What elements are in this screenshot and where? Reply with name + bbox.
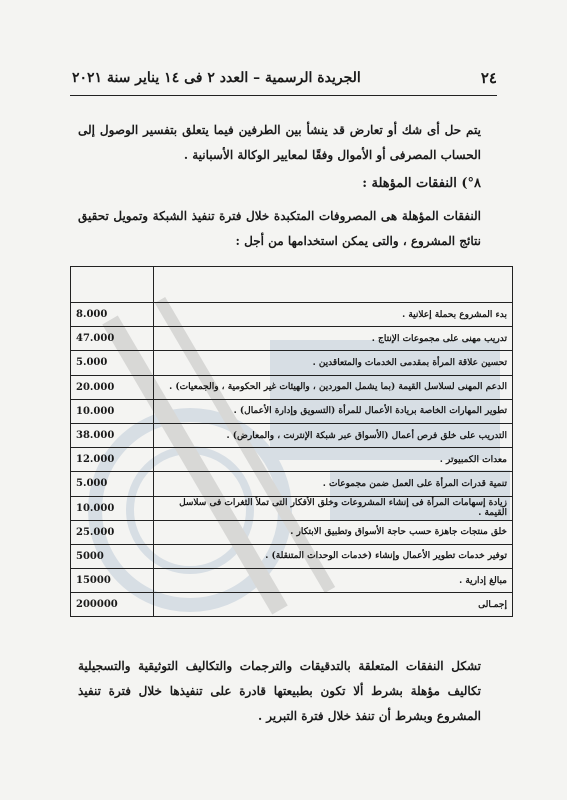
expense-description: تحسين علاقة المرأة بمقدمى الخدمات والمتعاقدين . [153,351,512,375]
header-cell-amount [71,267,154,303]
expense-amount: 47.000 [71,327,154,351]
expense-description: زيادة إسهامات المرأة فى إنشاء المشروعات وخلق الأفكار التى تملأ الثغرات فى سلاسل القيمة . [153,496,512,520]
paragraph-audit-costs: تشكل النفقات المتعلقة بالتدقيقات والترجمات والتكاليف التوثيقية والتسجيلية تكاليف مؤهلة بشرط ألا تكون بطبيعتها قادرة على تنفيذها خلال فترة تنفيذ المشروع وبشرط أن تنفذ خلال فترة التبرير . [78,659,481,723]
expense-description: الدعم المهنى لسلاسل القيمة (بما يشمل الموردين ، والهيئات غير الحكومية ، والجمعيات) . [153,375,512,399]
expense-description: تنمية قدرات المرأة على العمل ضمن مجموعات . [153,472,512,496]
table-row [71,351,513,375]
expense-amount: 12.000 [71,448,154,472]
table-row [71,593,513,617]
expense-amount: 8.000 [71,303,154,327]
expense-amount: 38.000 [71,423,154,447]
table-row [71,327,513,351]
table-row [71,496,513,520]
expense-amount: 5.000 [71,472,154,496]
expense-amount: 25.000 [71,520,154,544]
expense-description: إجمـالى [153,593,512,617]
paragraph-dispute-resolution: يتم حل أى شك أو تعارض قد ينشأ بين الطرفين فيما يتعلق بتفسير الوصول إلى الحساب المصرفى أو الأموال وفقًا لمعايير الوكالة الأسبانية . [78,123,481,162]
expense-amount: 10.000 [71,399,154,423]
gazette-title: الجريدة الرسمية – العدد ٢ فى ١٤ يناير سنة ٢٠٢١ [72,70,361,86]
expenses-table [70,266,513,617]
expense-description: التدريب على خلق فرص أعمال (الأسواق عبر شبكة الإنترنت ، والمعارض) . [153,423,512,447]
table-row [71,544,513,568]
table-row [71,375,513,399]
section-heading-eligible-expenses: ٨°) النفقات المؤهلة : [362,176,481,191]
expense-amount: 5000 [71,544,154,568]
expense-description: مبالغ إدارية . [153,569,512,593]
expense-amount: 5.000 [71,351,154,375]
table-row [71,448,513,472]
header-cell-description [153,267,512,303]
expense-description: معدات الكمبيوتر . [153,448,512,472]
expense-amount: 200000 [71,593,154,617]
expense-description: توفير خدمات تطوير الأعمال وإنشاء (خدمات الوحدات المتنقلة) . [153,544,512,568]
table-row [71,423,513,447]
table-row [71,520,513,544]
page-number: ٢٤ [480,69,497,87]
expense-description: تدريب مهنى على مجموعات الإنتاج . [153,327,512,351]
expense-amount: 15000 [71,569,154,593]
paragraph-eligible-expenses-definition: النفقات المؤهلة هى المصروفات المتكبدة خلال فترة تنفيذ الشبكة وتمويل تحقيق نتائج المشروع ، والتى يمكن استخدامها من أجل : [78,209,481,248]
table-row [71,303,513,327]
expense-description: تطوير المهارات الخاصة بريادة الأعمال للمرأة (التسويق وإدارة الأعمال) . [153,399,512,423]
table-row [71,399,513,423]
expense-description: بدء المشروع بحملة إعلانية . [153,303,512,327]
expense-description: خلق منتجات جاهزة حسب حاجة الأسواق وتطبيق الابتكار . [153,520,512,544]
expense-amount: 20.000 [71,375,154,399]
header-divider [70,95,497,96]
table-row [71,569,513,593]
page-header [72,66,497,90]
expense-amount: 10.000 [71,496,154,520]
table-header-row [71,267,513,303]
table-row [71,472,513,496]
